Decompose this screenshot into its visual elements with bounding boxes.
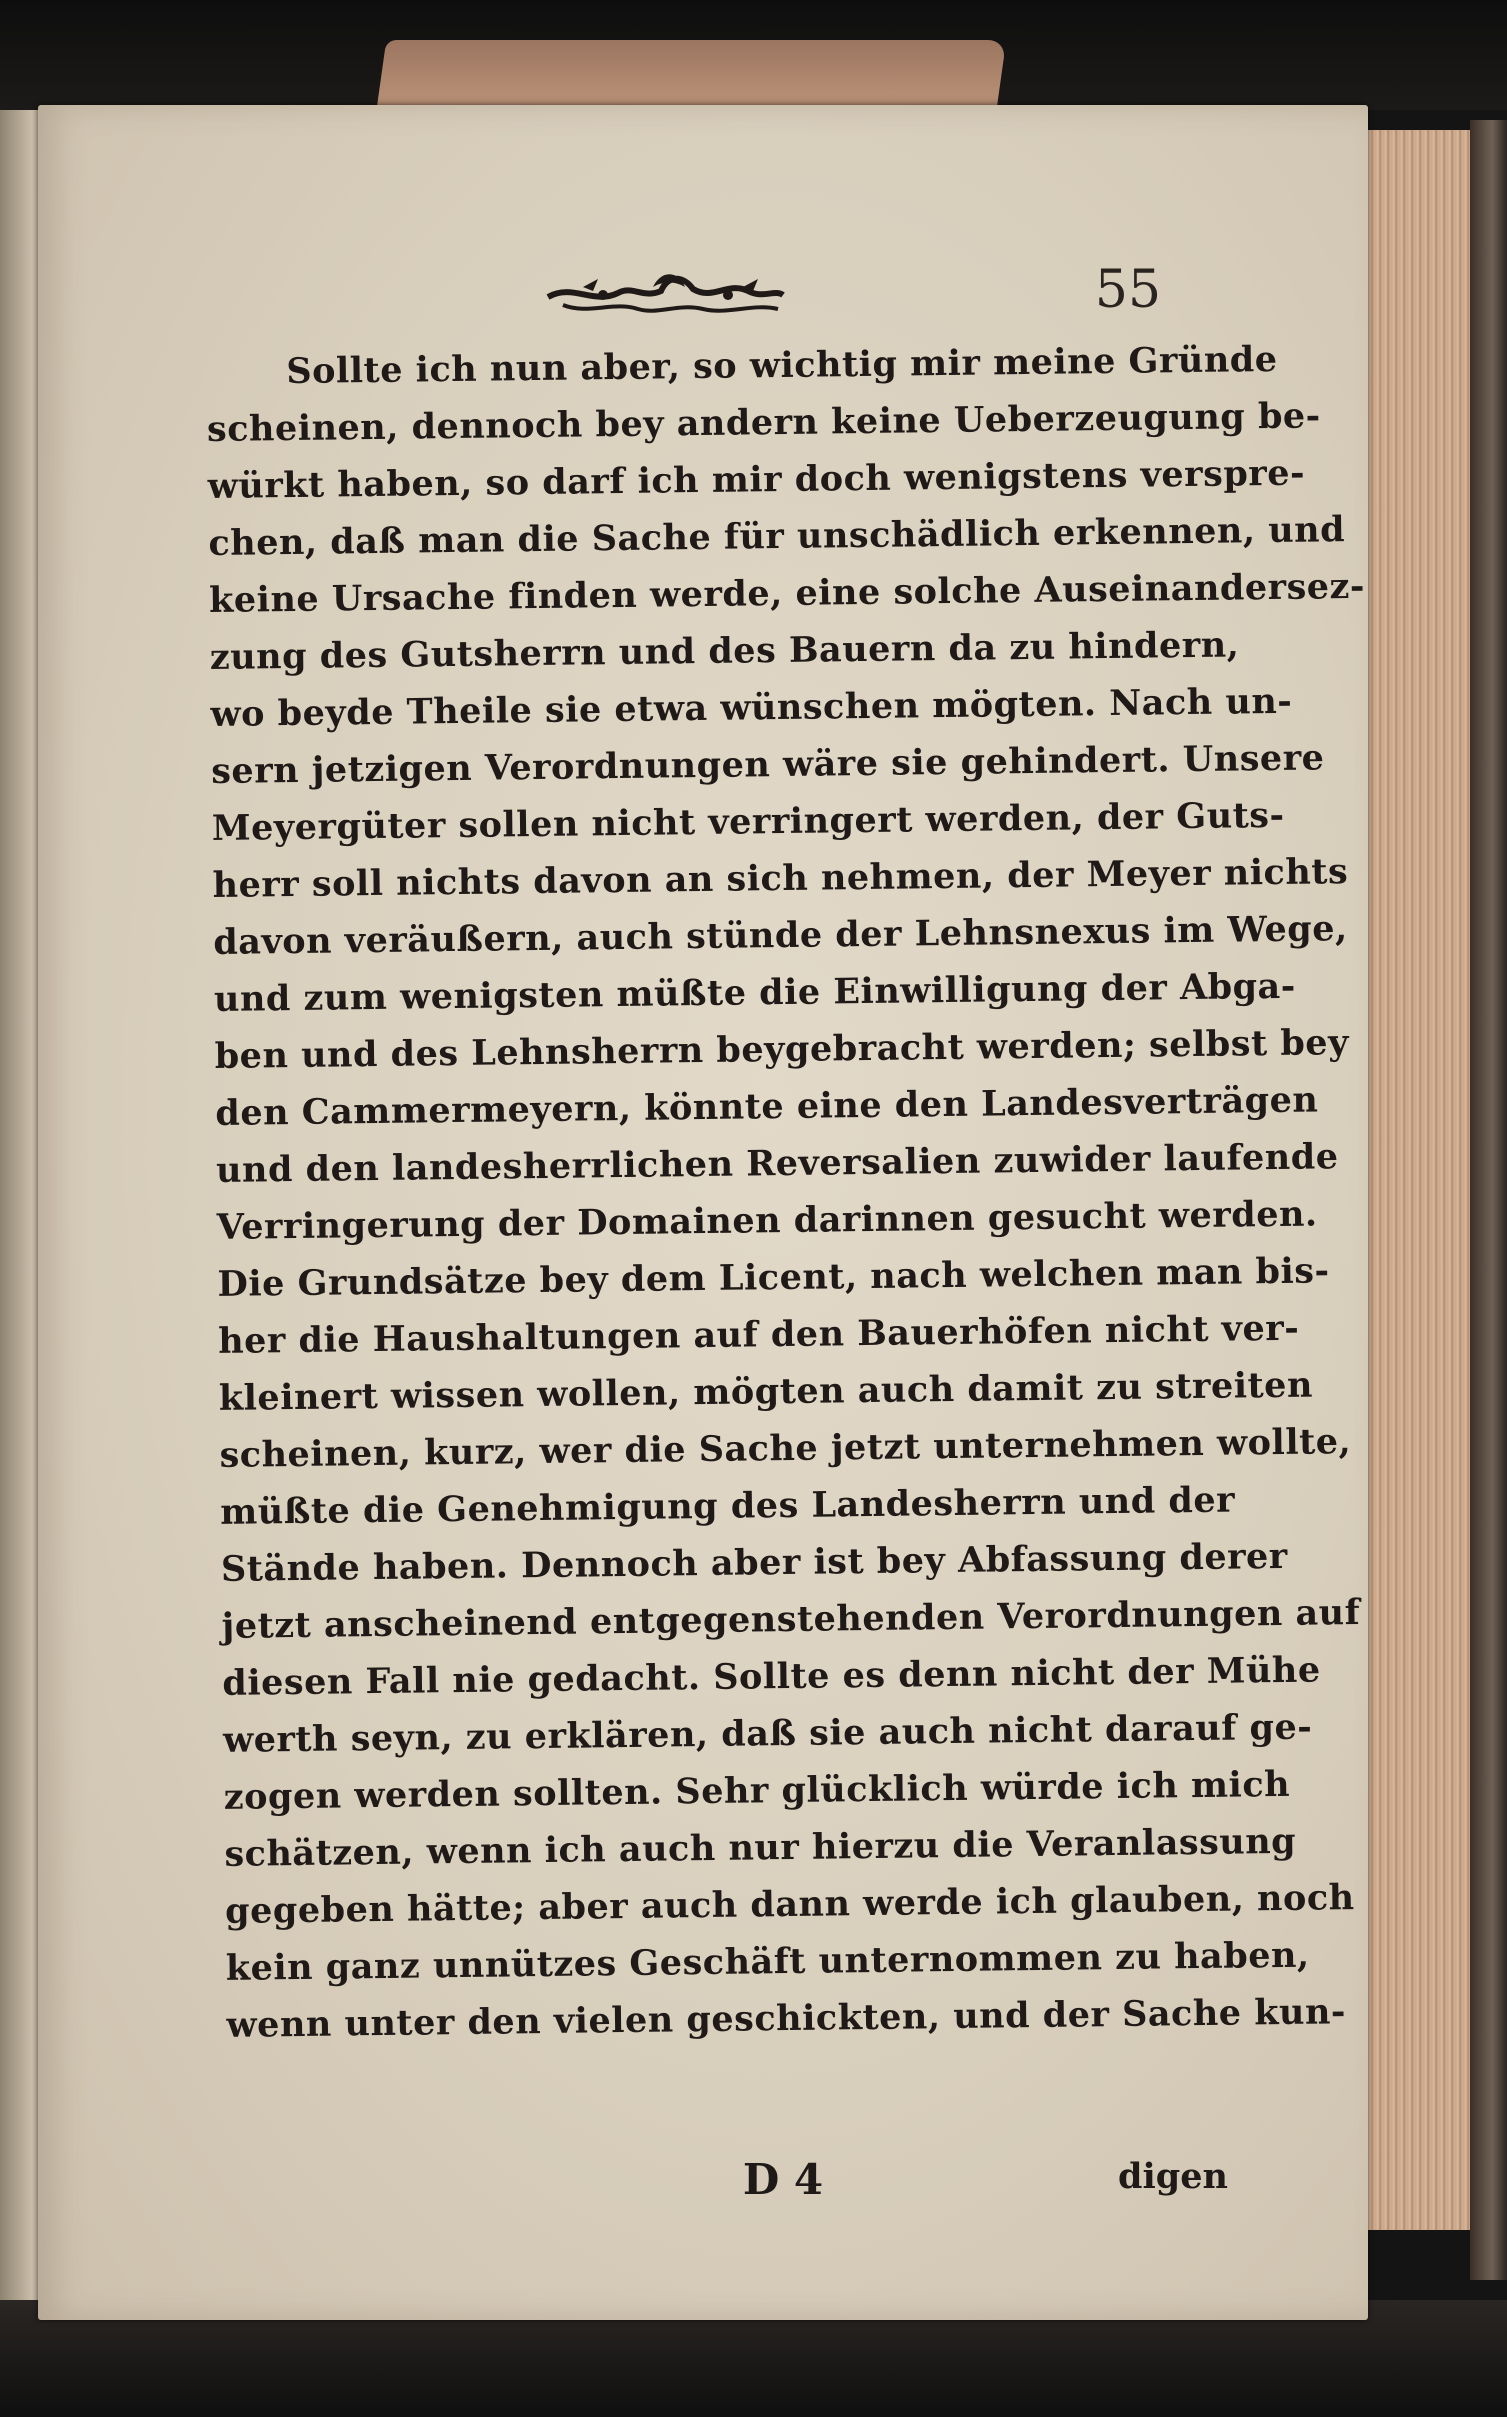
text-line: Sollte ich nun aber, so wichtig mir meine Gründe	[286, 338, 1278, 393]
text-line: und den landesherrlichen Reversalien zuwider laufende	[215, 1136, 1339, 1191]
text-line: den Cammermeyern, könnte eine den Landesverträgen	[215, 1079, 1319, 1134]
text-line: diesen Fall nie gedacht. Sollte es denn nicht der Mühe	[222, 1649, 1321, 1704]
text-line: ben und des Lehnsherrn beygebracht werden; selbst bey	[214, 1022, 1350, 1077]
text-line: Die Grundsätze bey dem Licent, nach welchen man bis-	[217, 1250, 1330, 1305]
text-line: davon veräußern, auch stünde der Lehnsnexus im Wege,	[213, 908, 1348, 963]
text-line: sern jetzigen Verordnungen wäre sie gehindert. Unsere	[210, 737, 1325, 792]
text-line: kleinert wissen wollen, mögten auch damit zu streiten	[218, 1364, 1314, 1419]
book-page	[38, 105, 1368, 2320]
catchword: digen	[1118, 2156, 1228, 2197]
text-line: gegeben hätte; aber auch dann werde ich glauben, noch	[224, 1877, 1355, 1932]
text-line: herr soll nichts davon an sich nehmen, der Meyer nichts	[212, 851, 1349, 906]
signature-mark: D 4	[742, 2155, 824, 2204]
book-cover-edge	[1470, 120, 1507, 2280]
text-line: zung des Gutsherrn und des Bauern da zu hindern,	[209, 624, 1240, 678]
text-line: Meyergüter sollen nicht verringert werden, der Guts-	[211, 794, 1285, 849]
text-line: Stände haben. Dennoch aber ist bey Abfassung derer	[220, 1535, 1288, 1590]
text-line: wenn unter den vielen geschickten, und der Sache kun-	[226, 1991, 1347, 2046]
text-line: schätzen, wenn ich auch nur hierzu die Veranlassung	[224, 1820, 1297, 1875]
text-line: werth seyn, zu erklären, daß sie auch nicht darauf ge-	[222, 1706, 1313, 1761]
text-line: und zum wenigsten müßte die Einwilligung der Abga-	[213, 965, 1296, 1020]
text-line: chen, daß man die Sache für unschädlich erkennen, und	[208, 509, 1346, 564]
text-line: jetzt anscheinend entgegenstehenden Verordnungen auf	[221, 1591, 1361, 1647]
text-line: kein ganz unnützes Geschäft unternommen zu haben,	[225, 1934, 1310, 1989]
text-line: scheinen, dennoch bey andern keine Ueberzeugung be-	[206, 395, 1321, 450]
text-line: Verringerung der Domainen darinnen gesucht werden.	[216, 1193, 1318, 1248]
text-line: würkt haben, so darf ich mir doch wenigstens verspre-	[207, 452, 1306, 507]
body-text	[206, 333, 1366, 2135]
text-line: scheinen, kurz, wer die Sache jetzt unternehmen wollte,	[219, 1421, 1352, 1476]
text-line: müßte die Genehmigung des Landesherrn und der	[220, 1479, 1236, 1533]
text-line: wo beyde Theile sie etwa wünschen mögten. Nach un-	[210, 680, 1293, 735]
page-number: 55	[1094, 260, 1162, 320]
text-line: keine Ursache finden werde, eine solche Auseinandersez-	[208, 565, 1366, 621]
text-line: zogen werden sollten. Sehr glücklich würde ich mich	[223, 1763, 1291, 1818]
text-line: her die Haushaltungen auf den Bauerhöfen nicht ver-	[217, 1307, 1300, 1362]
ornament-vignette-icon	[543, 265, 788, 325]
